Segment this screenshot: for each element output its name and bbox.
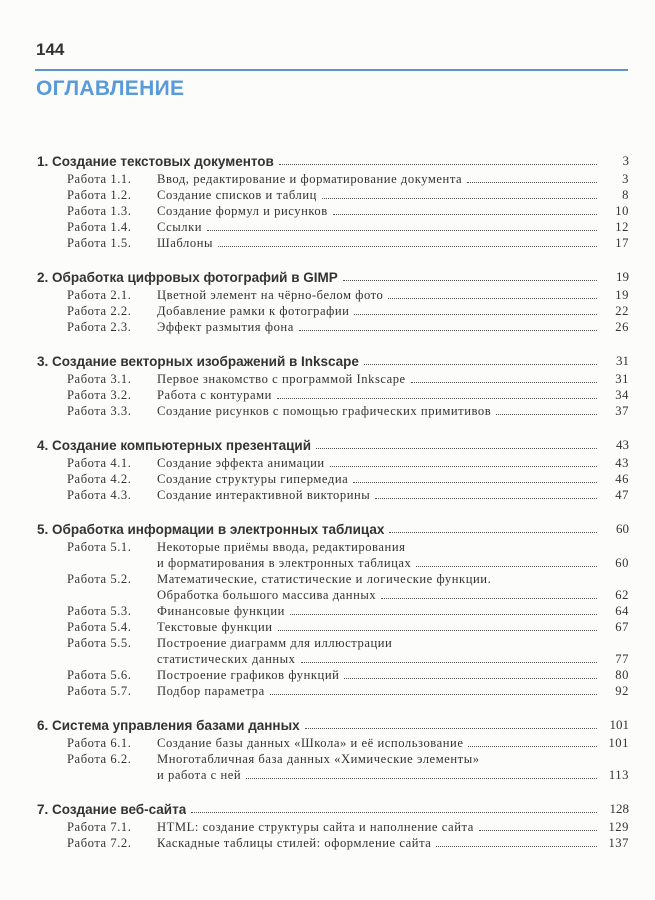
section-page-number: 43 bbox=[616, 437, 629, 452]
toc-entry[interactable] bbox=[37, 319, 629, 335]
dot-leader bbox=[316, 448, 597, 449]
section-page-number: 128 bbox=[609, 801, 629, 816]
toc-entry[interactable] bbox=[37, 387, 629, 403]
entry-title: Ссылки bbox=[157, 220, 203, 234]
section-title: 3. Создание векторных изображений в Inkscape bbox=[37, 354, 359, 369]
toc-section bbox=[37, 519, 629, 699]
dot-leader bbox=[468, 746, 597, 747]
dot-leader bbox=[343, 280, 597, 281]
dot-leader bbox=[375, 498, 597, 499]
dot-leader bbox=[381, 598, 597, 599]
section-title: 1. Создание текстовых документов bbox=[37, 154, 274, 169]
entry-page-number: 26 bbox=[615, 320, 629, 334]
entry-page-number: 67 bbox=[615, 620, 629, 634]
entry-page-number: 137 bbox=[608, 836, 629, 850]
toc-entry-continuation[interactable] bbox=[37, 587, 629, 603]
entry-label: Работа 4.3. bbox=[67, 488, 132, 502]
toc-entry-continuation[interactable] bbox=[37, 651, 629, 667]
entry-title: Создание списков и таблиц bbox=[157, 188, 317, 202]
dot-leader bbox=[353, 482, 597, 483]
entry-page-number: 31 bbox=[615, 372, 629, 386]
dot-leader bbox=[416, 566, 597, 567]
toc-entry[interactable] bbox=[37, 735, 629, 751]
toc-section bbox=[37, 351, 629, 419]
entry-title: Ввод, редактирование и форматирование документа bbox=[157, 172, 463, 186]
toc-section bbox=[37, 435, 629, 503]
toc-entry[interactable] bbox=[37, 235, 629, 251]
entry-page-number: 8 bbox=[622, 188, 629, 202]
dot-leader bbox=[305, 728, 597, 729]
toc-entry[interactable] bbox=[37, 683, 629, 699]
toc-entry[interactable] bbox=[37, 571, 629, 587]
entry-label: Работа 5.2. bbox=[67, 572, 132, 586]
dot-leader bbox=[278, 630, 597, 631]
table-of-contents bbox=[37, 151, 629, 867]
entry-page-number: 101 bbox=[608, 736, 629, 750]
dot-leader bbox=[207, 230, 597, 231]
entry-label: Работа 5.7. bbox=[67, 684, 132, 698]
entry-page-number: 17 bbox=[615, 236, 629, 250]
toc-entry[interactable] bbox=[37, 539, 629, 555]
entry-page-number: 37 bbox=[615, 404, 629, 418]
entry-title: Создание формул и рисунков bbox=[157, 204, 328, 218]
entry-title: Добавление рамки к фотографии bbox=[157, 304, 350, 318]
entry-page-number: 43 bbox=[615, 456, 629, 470]
toc-section-heading[interactable] bbox=[37, 519, 629, 537]
entry-label: Работа 1.2. bbox=[67, 188, 132, 202]
entry-page-number: 113 bbox=[608, 768, 629, 782]
dot-leader bbox=[333, 214, 597, 215]
section-page-number: 3 bbox=[622, 153, 629, 168]
entry-title: Построение графиков функций bbox=[157, 668, 340, 682]
entry-page-number: 34 bbox=[615, 388, 629, 402]
entry-page-number: 60 bbox=[615, 556, 629, 570]
entry-title: и работа с ней bbox=[157, 768, 242, 782]
entry-label: Работа 1.4. bbox=[67, 220, 132, 234]
entry-label: Работа 3.3. bbox=[67, 404, 132, 418]
entry-title: Первое знакомство с программой Inkscape bbox=[157, 372, 406, 386]
entry-label: Работа 2.3. bbox=[67, 320, 132, 334]
section-page-number: 19 bbox=[616, 269, 629, 284]
toc-entry[interactable] bbox=[37, 619, 629, 635]
entry-title: Подбор параметра bbox=[157, 684, 265, 698]
entry-page-number: 77 bbox=[615, 652, 629, 666]
header-rule bbox=[35, 69, 628, 71]
section-title: 5. Обработка информации в электронных таблицах bbox=[37, 522, 385, 537]
entry-title: Математические, статистические и логические функции. bbox=[157, 572, 492, 586]
entry-title: HTML: создание структуры сайта и наполнение сайта bbox=[157, 820, 474, 834]
entry-title: статистических данных bbox=[157, 652, 296, 666]
toc-entry[interactable] bbox=[37, 667, 629, 683]
entry-title: Обработка большого массива данных bbox=[157, 588, 377, 602]
dot-leader bbox=[299, 330, 597, 331]
toc-section-heading[interactable] bbox=[37, 435, 629, 453]
entry-title: Создание интерактивной викторины bbox=[157, 488, 371, 502]
entry-label: Работа 5.1. bbox=[67, 540, 132, 554]
entry-page-number: 19 bbox=[615, 288, 629, 302]
dot-leader bbox=[270, 694, 597, 695]
dot-leader bbox=[364, 364, 597, 365]
entry-label: Работа 1.5. bbox=[67, 236, 132, 250]
entry-label: Работа 6.2. bbox=[67, 752, 132, 766]
entry-title: Шаблоны bbox=[157, 236, 214, 250]
entry-title: Текстовые функции bbox=[157, 620, 273, 634]
toc-entry[interactable] bbox=[37, 371, 629, 387]
dot-leader bbox=[344, 678, 597, 679]
section-title: 7. Создание веб-сайта bbox=[37, 802, 187, 817]
entry-page-number: 129 bbox=[608, 820, 629, 834]
entry-page-number: 3 bbox=[622, 172, 629, 186]
toc-section-heading[interactable] bbox=[37, 715, 629, 733]
entry-label: Работа 6.1. bbox=[67, 736, 132, 750]
entry-label: Работа 1.3. bbox=[67, 204, 132, 218]
toc-section-heading[interactable] bbox=[37, 351, 629, 369]
toc-entry[interactable] bbox=[37, 835, 629, 851]
section-page-number: 31 bbox=[616, 353, 629, 368]
toc-entry[interactable] bbox=[37, 455, 629, 471]
dot-leader bbox=[388, 298, 597, 299]
dot-leader bbox=[479, 830, 597, 831]
entry-title: Работа с контурами bbox=[157, 388, 272, 402]
toc-section-heading[interactable] bbox=[37, 151, 629, 169]
dot-leader bbox=[389, 532, 597, 533]
toc-entry[interactable] bbox=[37, 203, 629, 219]
entry-page-number: 64 bbox=[615, 604, 629, 618]
entry-page-number: 22 bbox=[615, 304, 629, 318]
dot-leader bbox=[467, 182, 597, 183]
entry-label: Работа 7.1. bbox=[67, 820, 132, 834]
entry-title: Многотабличная база данных «Химические элементы» bbox=[157, 752, 480, 766]
dot-leader bbox=[322, 198, 597, 199]
entry-label: Работа 5.6. bbox=[67, 668, 132, 682]
entry-page-number: 62 bbox=[615, 588, 629, 602]
entry-title: Создание структуры гипермедиа bbox=[157, 472, 349, 486]
dot-leader bbox=[330, 466, 597, 467]
entry-label: Работа 2.1. bbox=[67, 288, 132, 302]
dot-leader bbox=[246, 778, 597, 779]
toc-entry[interactable] bbox=[37, 819, 629, 835]
entry-label: Работа 2.2. bbox=[67, 304, 132, 318]
entry-label: Работа 1.1. bbox=[67, 172, 132, 186]
dot-leader bbox=[279, 164, 597, 165]
entry-page-number: 46 bbox=[615, 472, 629, 486]
toc-section-heading[interactable] bbox=[37, 799, 629, 817]
section-title: 2. Обработка цифровых фотографий в GIMP bbox=[37, 270, 338, 285]
page-title: ОГЛАВЛЕНИЕ bbox=[36, 77, 185, 100]
entry-title: Эффект размытия фона bbox=[157, 320, 294, 334]
toc-entry[interactable] bbox=[37, 219, 629, 235]
dot-leader bbox=[218, 246, 597, 247]
dot-leader bbox=[290, 614, 597, 615]
entry-label: Работа 3.2. bbox=[67, 388, 132, 402]
dot-leader bbox=[277, 398, 597, 399]
toc-section bbox=[37, 799, 629, 851]
entry-label: Работа 5.5. bbox=[67, 636, 132, 650]
entry-page-number: 92 bbox=[615, 684, 629, 698]
entry-page-number: 12 bbox=[615, 220, 629, 234]
toc-entry-continuation[interactable] bbox=[37, 767, 629, 783]
toc-entry[interactable] bbox=[37, 187, 629, 203]
entry-page-number: 10 bbox=[615, 204, 629, 218]
toc-section bbox=[37, 715, 629, 783]
section-page-number: 101 bbox=[609, 717, 629, 732]
section-title: 4. Создание компьютерных презентаций bbox=[37, 438, 312, 453]
toc-section bbox=[37, 151, 629, 251]
entry-title: Создание рисунков с помощью графических примитивов bbox=[157, 404, 492, 418]
entry-title: и форматирования в электронных таблицах bbox=[157, 556, 412, 570]
entry-title: Каскадные таблицы стилей: оформление сайта bbox=[157, 836, 432, 850]
entry-label: Работа 7.2. bbox=[67, 836, 132, 850]
toc-section-heading[interactable] bbox=[37, 267, 629, 285]
dot-leader bbox=[496, 414, 597, 415]
dot-leader bbox=[411, 382, 597, 383]
entry-label: Работа 3.1. bbox=[67, 372, 132, 386]
toc-section bbox=[37, 267, 629, 335]
entry-label: Работа 4.1. bbox=[67, 456, 132, 470]
entry-label: Работа 5.4. bbox=[67, 620, 132, 634]
toc-entry[interactable] bbox=[37, 287, 629, 303]
entry-title: Некоторые приёмы ввода, редактирования bbox=[157, 540, 406, 554]
entry-page-number: 80 bbox=[615, 668, 629, 682]
toc-entry[interactable] bbox=[37, 603, 629, 619]
toc-entry[interactable] bbox=[37, 403, 629, 419]
toc-entry[interactable] bbox=[37, 635, 629, 651]
toc-entry[interactable] bbox=[37, 471, 629, 487]
page-number: 144 bbox=[36, 40, 65, 59]
dot-leader bbox=[436, 846, 597, 847]
toc-entry[interactable] bbox=[37, 487, 629, 503]
section-page-number: 60 bbox=[616, 521, 629, 536]
entry-title: Создание базы данных «Школа» и её использование bbox=[157, 736, 464, 750]
section-title: 6. Система управления базами данных bbox=[37, 718, 300, 733]
dot-leader bbox=[354, 314, 597, 315]
entry-title: Цветной элемент на чёрно-белом фото bbox=[157, 288, 384, 302]
entry-title: Построение диаграмм для иллюстрации bbox=[157, 636, 393, 650]
entry-title: Финансовые функции bbox=[157, 604, 285, 618]
dot-leader bbox=[191, 812, 597, 813]
toc-entry-continuation[interactable] bbox=[37, 555, 629, 571]
entry-title: Создание эффекта анимации bbox=[157, 456, 325, 470]
entry-label: Работа 5.3. bbox=[67, 604, 132, 618]
toc-entry[interactable] bbox=[37, 751, 629, 767]
entry-page-number: 47 bbox=[615, 488, 629, 502]
toc-entry[interactable] bbox=[37, 303, 629, 319]
dot-leader bbox=[301, 662, 597, 663]
toc-entry[interactable] bbox=[37, 171, 629, 187]
entry-label: Работа 4.2. bbox=[67, 472, 132, 486]
